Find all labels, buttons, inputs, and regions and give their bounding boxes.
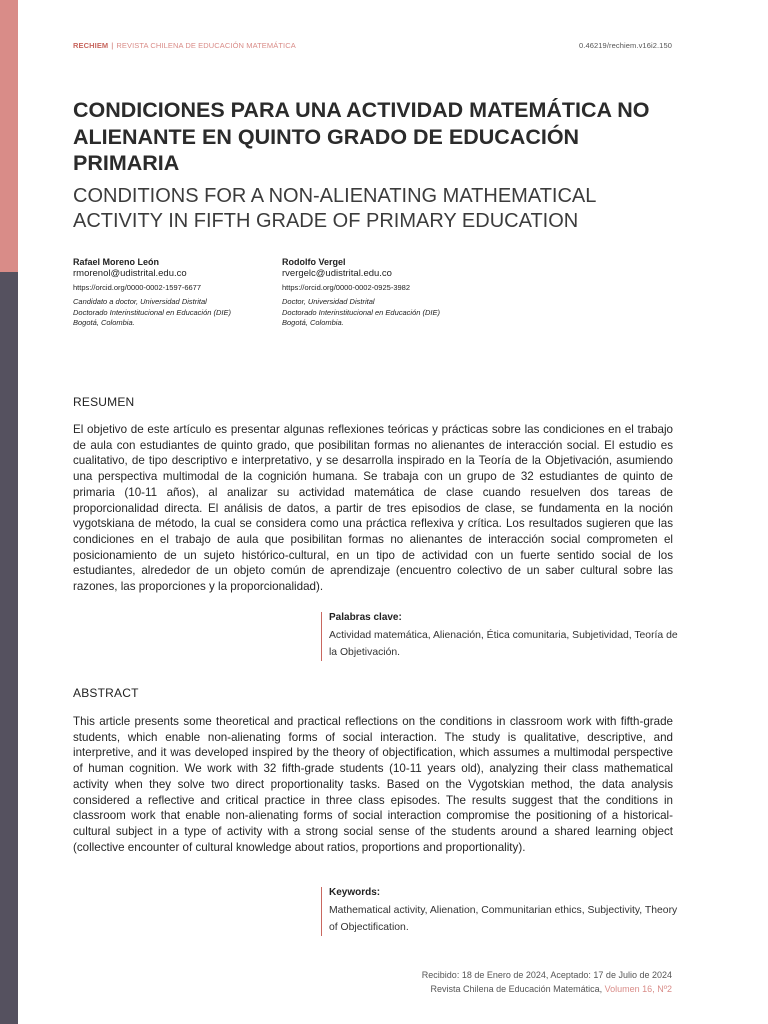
header-separator: | — [111, 41, 114, 50]
resumen-heading: RESUMEN — [73, 395, 135, 409]
abstract-heading: ABSTRACT — [73, 686, 139, 700]
author-email[interactable]: rvergelc@udistrital.edu.co — [282, 268, 392, 279]
affiliation-line: Doctorado Interinstitucional en Educación (DIE) — [282, 307, 440, 317]
author-block — [282, 256, 440, 329]
page-footer — [422, 969, 672, 996]
keywords-text: Mathematical activity, Alienation, Communitarian ethics, Subjectivity, Theory of Objectification. — [329, 905, 678, 933]
keywords-en — [321, 887, 684, 936]
doi[interactable]: 0.46219/rechiem.v16i2.150 — [579, 41, 672, 50]
sidebar-accent-bottom — [0, 272, 18, 1024]
affiliation-line: Doctorado Interinstitucional en Educación (DIE) — [73, 307, 231, 317]
keywords-es — [321, 612, 684, 661]
footer-volume: Volumen 16, Nº2 — [604, 983, 672, 994]
footer-citation — [422, 983, 672, 997]
affiliation-line: Candidato a doctor, Universidad Distrital — [73, 297, 207, 306]
author-email[interactable]: rmorenol@udistrital.edu.co — [73, 268, 187, 279]
title-spanish: CONDICIONES PARA UNA ACTIVIDAD MATEMÁTICA NO ALIENANTE EN QUINTO GRADO DE EDUCACIÓN PRIMARIA — [73, 98, 650, 175]
affiliation-line: Bogotá, Colombia. — [73, 318, 135, 327]
author-affiliation — [282, 297, 440, 329]
sidebar-accent-top — [0, 0, 18, 272]
keywords-text: Actividad matemática, Alienación, Ética comunitaria, Subjetividad, Teoría de la Objetivación. — [329, 630, 678, 658]
resumen-body: El objetivo de este artículo es presentar algunas reflexiones teóricas y prácticas sobre las condiciones en el trabajo de aula con estudiantes de quinto grado, que posibilitan formas no alienantes de interacción social. El estudio es cualitativo, de tipo descriptivo e interpretativo, y se desarrolla inspirado en la Teoría de la Objetivación, asumiendo una perspectiva multimodal de la cognición humana. Se trabaja con un grupo de 32 estudiantes de quinto de primaria (10-11 años), al analizar su actividad matemática de clase cuando resuelven dos tareas de proporcionalidad directa. El análisis de datos, a partir de tres episodios de clase, se fundamenta en la noción vygotskiana de método, la cual se considera como una práctica reflexiva y crítica. Los resultados sugieren que las condiciones en el trabajo de aula que posibilitan formas no alienantes de interacción social comprometen el posicionamiento de un sujeto histórico-cultural, en un tipo de actividad con un fuerte sentido social de los estudiantes, alrededor de un objeto común de aprendizaje (encuentro colectivo de un saber cultural sobre las razones, las proporciones y la proporcionalidad). — [73, 423, 673, 594]
keywords-label: Keywords: — [329, 887, 381, 898]
affiliation-line: Bogotá, Colombia. — [282, 318, 344, 327]
author-orcid[interactable]: https://orcid.org/0000-0002-1597-6677 — [73, 283, 202, 292]
journal-name: REVISTA CHILENA DE EDUCACIÓN MATEMÁTICA — [116, 41, 296, 50]
journal-abbr: RECHIEM — [73, 41, 109, 50]
author-name: Rafael Moreno León — [73, 257, 160, 267]
author-orcid[interactable]: https://orcid.org/0000-0002-0925-3982 — [282, 283, 411, 292]
author-block — [73, 256, 231, 329]
affiliation-line: Doctor, Universidad Distrital — [282, 297, 375, 306]
title-english: CONDITIONS FOR A NON-ALIENATING MATHEMATICAL ACTIVITY IN FIFTH GRADE OF PRIMARY EDUCATION — [73, 185, 596, 232]
abstract-body: This article presents some theoretical and practical reflections on the conditions in classroom work with fifth-grade students, which enable non-alienating forms of social interaction. The study is qualitative, descriptive, and interpretive, and it was developed inspired by the theory of objectification, which assumes a multimodal perspective of human cognition. We work with 32 fifth-grade students (10-11 years old), analyzing their class mathematical activity when they solve two direct proportionality tasks. Based on the Vygotskian method, the data analysis considered a reflective and critical practice in three class episodes. The results suggest that the conditions in classroom work that enable non-alienating forms of social interaction compromise the positioning of a historical-cultural subject in a type of activity with a strong social sense of the students around a shared learning object (collective encounter of cultural knowledge about ratios, proportions and proportionality). — [73, 715, 673, 854]
author-affiliation — [73, 297, 231, 329]
running-header — [73, 41, 672, 50]
author-name: Rodolfo Vergel — [282, 257, 346, 267]
keywords-label: Palabras clave: — [329, 612, 402, 623]
received-accepted-dates: Recibido: 18 de Enero de 2024, Aceptado: 17 de Julio de 2024 — [421, 970, 672, 980]
footer-journal: Revista Chilena de Educación Matemática, — [430, 983, 603, 994]
